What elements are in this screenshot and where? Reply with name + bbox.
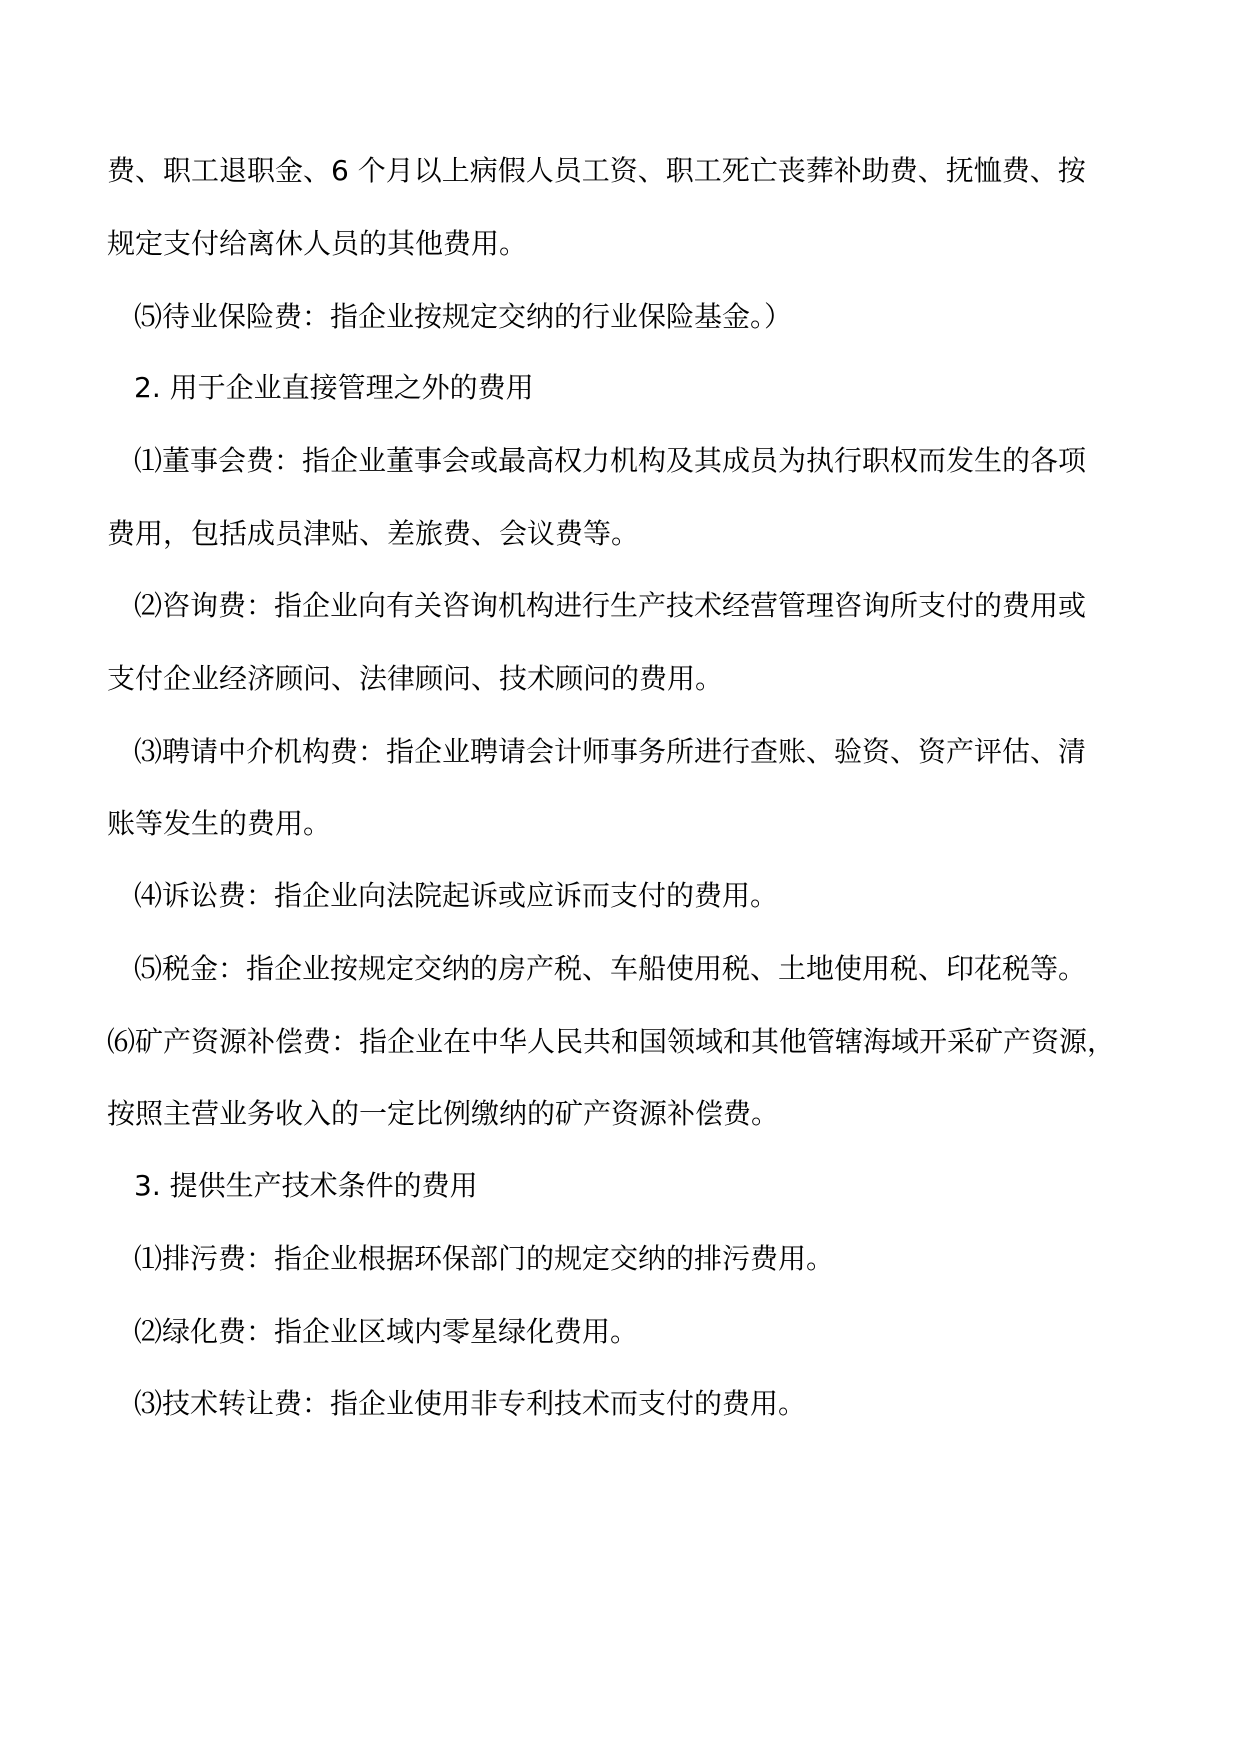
text-line: ⑹矿产资源补偿费：指企业在中华人民共和国领域和其他管辖海域开采矿产资源，: [107, 1025, 1116, 1058]
text-line: ⑴排污费：指企业根据环保部门的规定交纳的排污费用。: [134, 1242, 835, 1275]
text-line: ⑸税金：指企业按规定交纳的房产税、车船使用税、土地使用税、印花税等。: [134, 952, 1087, 985]
text-line: ⑸待业保险费：指企业按规定交纳的行业保险基金。）: [134, 300, 793, 333]
text-line: ⑵咨询费：指企业向有关咨询机构进行生产技术经营管理咨询所支付的费用或: [134, 589, 1087, 622]
section-heading: 2. 用于企业直接管理之外的费用: [134, 371, 534, 404]
text-line: 费、职工退职金、6 个月以上病假人员工资、职工死亡丧葬补助费、抚恤费、按: [107, 154, 1086, 187]
text-line: 支付企业经济顾问、法律顾问、技术顾问的费用。: [107, 662, 724, 695]
text-line: 规定支付给离休人员的其他费用。: [107, 227, 528, 260]
text-line: ⑴董事会费：指企业董事会或最高权力机构及其成员为执行职权而发生的各项: [134, 444, 1087, 477]
text-line: 按照主营业务收入的一定比例缴纳的矿产资源补偿费。: [107, 1097, 780, 1130]
text-line: 账等发生的费用。: [107, 807, 332, 840]
text-line: ⑵绿化费：指企业区域内零星绿化费用。: [134, 1315, 639, 1348]
section-heading: 3. 提供生产技术条件的费用: [134, 1169, 478, 1202]
text-line: ⑶技术转让费：指企业使用非专利技术而支付的费用。: [134, 1387, 807, 1420]
text-line: 费用，包括成员津贴、差旅费、会议费等。: [107, 517, 640, 550]
text-line: ⑷诉讼费：指企业向法院起诉或应诉而支付的费用。: [134, 879, 779, 912]
text-line: ⑶聘请中介机构费：指企业聘请会计师事务所进行查账、验资、资产评估、清: [134, 735, 1087, 768]
